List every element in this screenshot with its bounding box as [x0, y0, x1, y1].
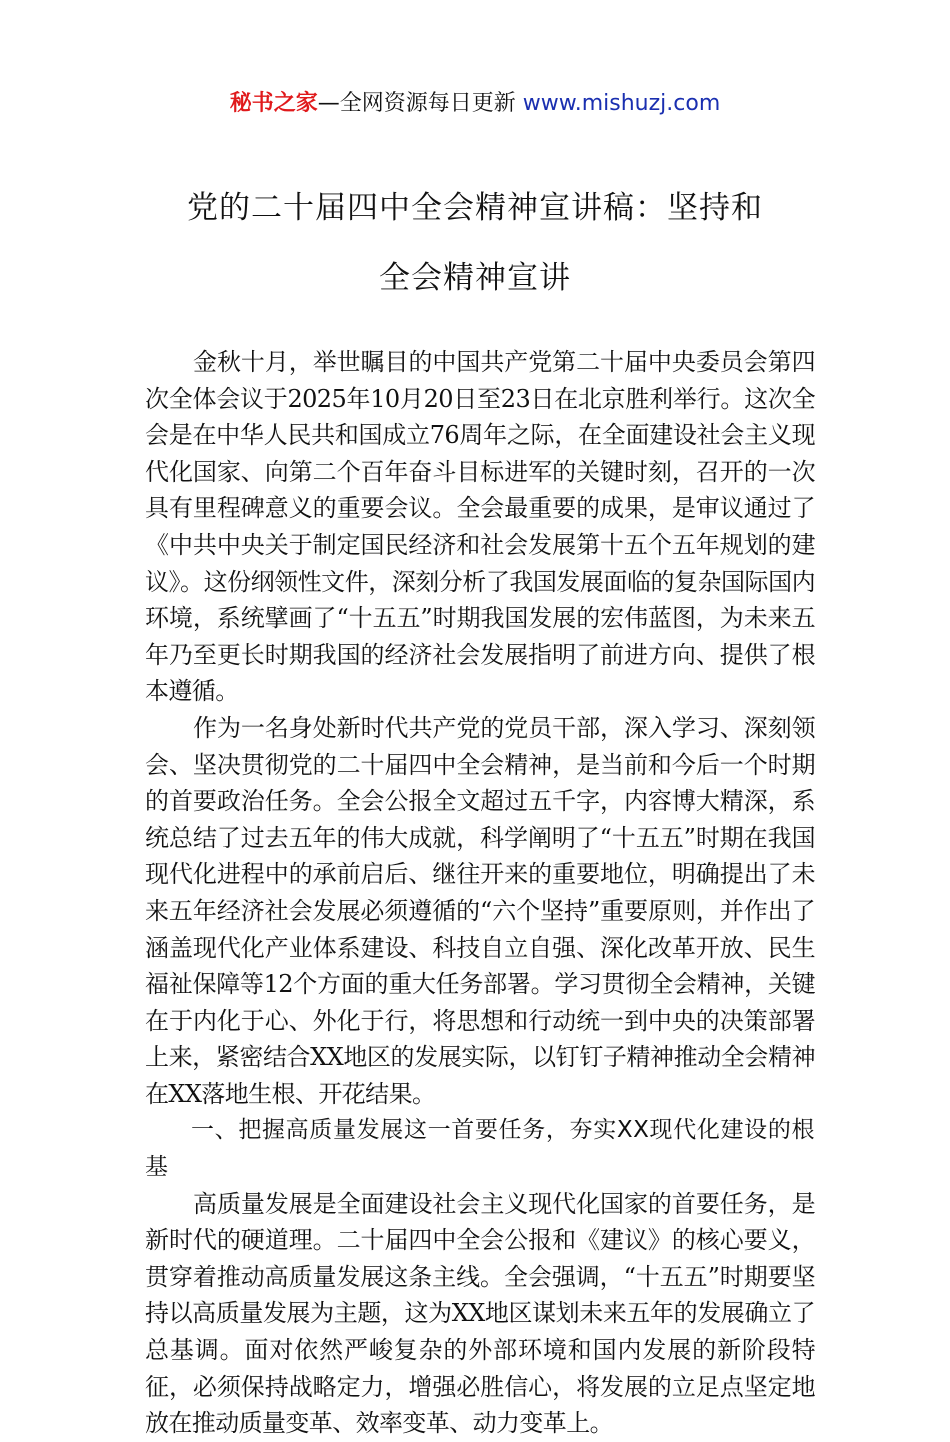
- document-title-line-1: 党的二十届四中全会精神宣讲稿：坚持和: [187, 190, 763, 226]
- site-tagline: —全网资源每日更新: [317, 91, 516, 116]
- site-header: [0, 88, 950, 120]
- site-brand: 秘书之家: [229, 91, 318, 116]
- body-paragraph: 金秋十月，举世瞩目的中国共产党第二十届中央委员会第四次全体会议于2025年10月20日至23日在北京胜利举行。这次全会是在中华人民共和国成立76周年之际，在全面建设社会主义现代化国家、向第二个百年奋斗目标进军的关键时刻，召开的一次具有里程碑意义的重要会议。全会最重要的成果，是审议通过了《中共中央关于制定国民经济和社会发展第十五个五年规划的建议》。这份纲领性文件，深刻分析了我国发展面临的复杂国际国内环境，系统擘画了“十五五”时期我国发展的宏伟蓝图，为未来五年乃至更长时期我国的经济社会发展指明了前进方向、提供了根本遵循。: [145, 348, 815, 706]
- section-heading: 一、把握高质量发展这一首要任务，夯实XX现代化建设的根基: [145, 1117, 815, 1181]
- body-paragraph: 高质量发展是全面建设社会主义现代化国家的首要任务，是新时代的硬道理。二十届四中全会公报和《建议》的核心要义，贯穿着推动高质量发展这条主线。全会强调，“十五五”时期要坚持以高质量发展为主题，这为XX地区谋划未来五年的发展确立了总基调。面对依然严峻复杂的外部环境和国内发展的新阶段特征，必须保持战略定力，增强必胜信心，将发展的立足点坚定地放在推动质量变革、效率变革、动力变革上。: [145, 1189, 815, 1438]
- body-paragraph: 作为一名身处新时代共产党的党员干部，深入学习、深刻领会、坚决贯彻党的二十届四中全会精神，是当前和今后一个时期的首要政治任务。全会公报全文超过五千字，内容博大精深，系统总结了过去五年的伟大成就，科学阐明了“十五五”时期在我国现代化进程中的承前启后、继往开来的重要地位，明确提出了未来五年经济社会发展必须遵循的“六个坚持”重要原则，并作出了涵盖现代化产业体系建设、科技自立自强、深化改革开放、民生福祉保障等12个方面的重大任务部署。学习贯彻全会精神，关键在于内化于心、外化于行，将思想和行动统一到中央的决策部署上来，紧密结合XX地区的发展实际，以钉钉子精神推动全会精神在XX落地生根、开花结果。: [145, 713, 815, 1108]
- site-url-link[interactable]: www.mishuzj.com: [522, 91, 721, 116]
- document-title-line-2: 全会精神宣讲: [379, 260, 571, 296]
- document-body: [145, 344, 815, 1442]
